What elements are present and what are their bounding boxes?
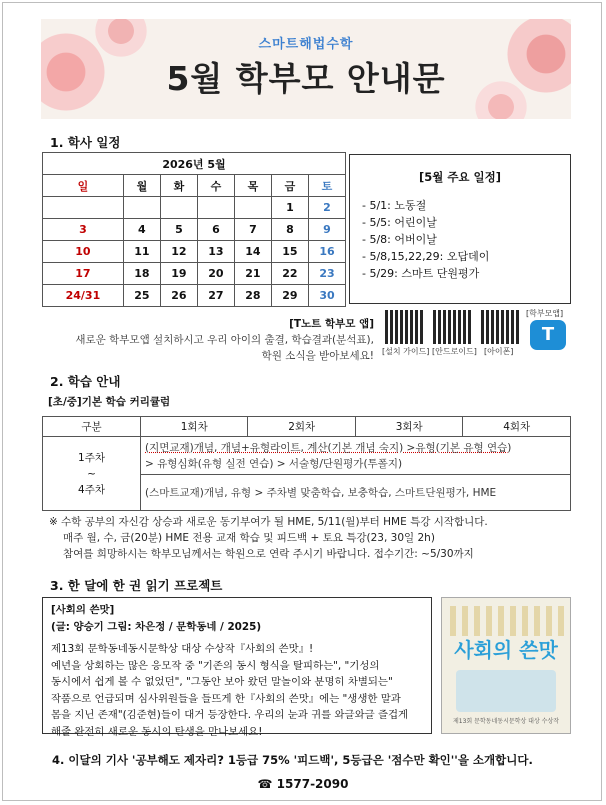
qr-label-android: [안드로이드]: [432, 347, 477, 356]
table-header-cell: 4회차: [463, 417, 571, 437]
calendar-day: 18: [123, 263, 160, 285]
events-box: [349, 154, 571, 304]
qr-code-icon[interactable]: [481, 310, 519, 344]
events-title: [5월 주요 일정]: [418, 170, 502, 184]
calendar-day: 10: [43, 241, 124, 263]
curriculum-row1b: > 유형심화(유형 실전 연습) > 서술형/단원평가(투폴지): [145, 457, 403, 470]
calendar-day: 14: [234, 241, 271, 263]
page-title: 5월 학부모 안내문: [166, 59, 446, 98]
calendar-day: 2: [308, 197, 345, 219]
book-title: [사회의 쓴맛]: [51, 604, 115, 616]
calendar-day: [197, 197, 234, 219]
cover-art: [450, 606, 564, 636]
app-line1: 새로운 학부모앱 설치하시고 우리 아이의 출결, 학습결과(분석표),: [75, 334, 374, 346]
calendar-day: 23: [308, 263, 345, 285]
calendar-day: 1: [271, 197, 308, 219]
calendar: [42, 152, 346, 307]
calendar-day: 19: [160, 263, 197, 285]
period-start: 1주차: [78, 451, 105, 464]
calendar-day: 9: [308, 219, 345, 241]
qr-code-icon[interactable]: [433, 310, 471, 344]
cover-illustration: [456, 670, 556, 712]
app-info: [74, 316, 374, 364]
curriculum-row1a: (지면교재)개념, 개념+유형라이트, 계산(기본 개념 숙지) >유형(기본 유형 연습): [145, 441, 512, 454]
book-body-line: 작품으로 언급되며 심사위원들을 들뜨게 한『사회의 쓴맛』에는 "생생한 말과: [51, 692, 401, 705]
app-line2: 학원 소식을 받아보세요!: [261, 350, 374, 362]
weekday-header: 금: [271, 175, 308, 197]
calendar-day: 12: [160, 241, 197, 263]
calendar-day: 28: [234, 285, 271, 307]
section1-heading: 1. 학사 일정: [50, 135, 121, 150]
calendar-weekdays: [43, 175, 346, 197]
book-credit: (글: 양승기 그림: 차은정 / 문학동네 / 2025): [51, 620, 262, 633]
table-header-cell: 구분: [43, 417, 141, 437]
curriculum-row2: (스마트교재)개념, 유형 > 주차별 맞춤학습, 보충학습, 스마트단원평가, HME: [141, 475, 571, 511]
cover-caption: 제13회 문학동네동시문학상 대상 수상작: [452, 718, 560, 725]
calendar-day: 25: [123, 285, 160, 307]
header-banner: [41, 19, 571, 119]
note-line1: ※ 수학 공부의 자신감 상승과 새로운 동기부여가 될 HME, 5/11(월)부터 HME 특강 시작합니다.: [49, 516, 488, 528]
calendar-day: 6: [197, 219, 234, 241]
table-header-cell: 3회차: [355, 417, 462, 437]
book-body-line: 동시에서 쉽게 볼 수 없었던", "그동안 보아 왔던 말놀이와 분명히 차별되는": [51, 676, 393, 688]
curriculum-table: [42, 416, 571, 511]
calendar-day: 26: [160, 285, 197, 307]
calendar-day: 8: [271, 219, 308, 241]
calendar-day: [234, 197, 271, 219]
calendar-day: 27: [197, 285, 234, 307]
qr-label-guide: [설치 가이드]: [382, 347, 430, 356]
book-body-line: 해줄 완전히 새로운 동시의 탄생을 만나보세요!: [51, 725, 263, 738]
calendar-day: 17: [43, 263, 124, 285]
weekday-header: 월: [123, 175, 160, 197]
book-cover-image: [441, 597, 571, 734]
note-line2: 매주 월, 수, 금(20분) HME 전용 교재 학습 및 피드백 + 토요 특강(23, 30일 2h): [63, 532, 435, 544]
book-body-line: 예년을 상회하는 많은 응모작 중 "기존의 동시 형식을 탈피하는", "기성의: [51, 659, 380, 672]
section3-heading: 3. 한 달에 한 권 읽기 프로젝트: [50, 578, 223, 593]
event-item: - 5/5: 어린이날: [362, 216, 437, 229]
book-body-line: 몸을 지닌 존재"(김준현)들이 대거 등장한다. 우리의 눈과 귀를 와글와글 즐겁게: [51, 709, 409, 721]
note-line3: 참여를 희망하시는 학부모님께서는 학원으로 연락 주시기 바랍니다. 접수기간: ~5/30까지: [63, 548, 474, 560]
weekday-header: 목: [234, 175, 271, 197]
calendar-body: [43, 197, 346, 307]
qr-code-icon[interactable]: [385, 310, 423, 344]
weekday-header: 화: [160, 175, 197, 197]
calendar-day: 16: [308, 241, 345, 263]
qr-label-iphone: [아이폰]: [484, 347, 514, 356]
calendar-day: [43, 197, 124, 219]
calendar-day: [160, 197, 197, 219]
section4-article: 4. 이달의 기사 '공부해도 제자리? 1등급 75% '피드백', 5등급은 '점수만 확인''을 소개합니다.: [52, 753, 533, 767]
calendar-day: 3: [43, 219, 124, 241]
event-item: - 5/1: 노동절: [362, 199, 427, 212]
event-item: - 5/8,15,22,29: 오답데이: [362, 250, 490, 263]
period-end: 4주차: [78, 483, 105, 496]
calendar-day: 7: [234, 219, 271, 241]
calendar-day: 29: [271, 285, 308, 307]
calendar-day: 22: [271, 263, 308, 285]
calendar-day: [123, 197, 160, 219]
app-qr-area: [380, 308, 573, 358]
calendar-caption: 2026년 5월: [43, 153, 346, 175]
calendar-day: 15: [271, 241, 308, 263]
calendar-day: 11: [123, 241, 160, 263]
calendar-day: 30: [308, 285, 345, 307]
event-item: - 5/8: 어버이날: [362, 233, 437, 246]
contact-phone: ☎ 1577-2090: [257, 777, 349, 791]
app-logo-icon[interactable]: T: [530, 320, 566, 350]
calendar-day: 20: [197, 263, 234, 285]
calendar-day: 24/31: [43, 285, 124, 307]
table-header-cell: 2회차: [248, 417, 355, 437]
book-body: [51, 641, 423, 740]
calendar-day: 13: [197, 241, 234, 263]
weekday-header: 토: [308, 175, 345, 197]
calendar-day: 5: [160, 219, 197, 241]
hme-notice: [49, 514, 488, 562]
event-item: - 5/29: 스마트 단원평가: [362, 267, 480, 280]
table-header-cell: 1회차: [141, 417, 248, 437]
book-description: [42, 597, 432, 738]
weekday-header: 수: [197, 175, 234, 197]
calendar-day: 4: [123, 219, 160, 241]
curriculum-subheading: [초/중]기본 학습 커리큘럼: [48, 396, 171, 408]
weekday-header: 일: [43, 175, 124, 197]
period-tilde: ~: [87, 467, 96, 480]
app-label: [학부모앱]: [526, 309, 564, 318]
section2-heading: 2. 학습 안내: [50, 374, 121, 389]
book-body-line: 제13회 문학동네동시문학상 대상 수상작『사회의 쓴맛』!: [51, 643, 314, 655]
app-title: [T노트 학부모 앱]: [289, 318, 374, 330]
cover-title: 사회의 쓴맛: [454, 638, 558, 662]
events-list: [350, 197, 570, 282]
brand-logo: 스마트해법수학: [258, 37, 354, 52]
calendar-day: 21: [234, 263, 271, 285]
